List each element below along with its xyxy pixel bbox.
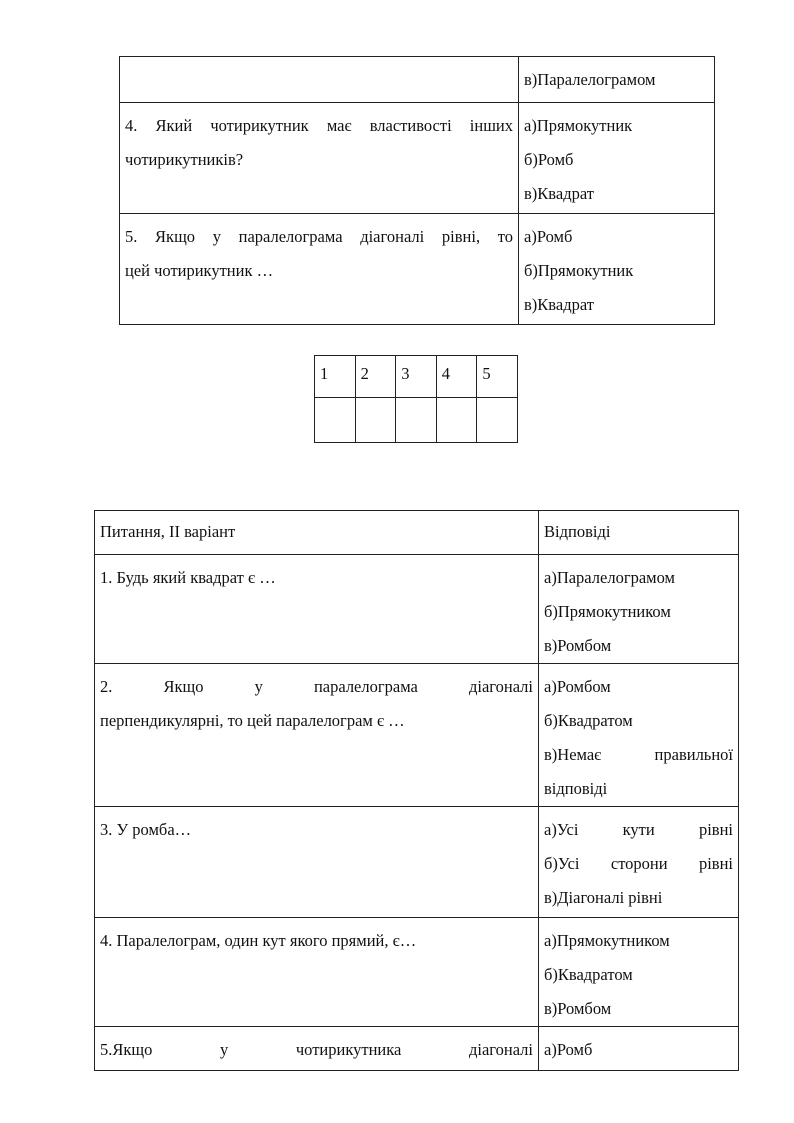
answers-cell	[539, 664, 739, 807]
answer-option: б)Усі сторони рівні	[544, 854, 733, 873]
table-row	[95, 807, 739, 918]
answer-option: відповіді	[544, 779, 608, 798]
answer-grid-blank-row	[315, 398, 518, 443]
table-row	[120, 103, 715, 214]
answers-cell	[519, 214, 715, 325]
question-cell	[95, 807, 539, 918]
answer-option: а)Усі кути рівні	[544, 820, 733, 839]
answer-grid-blank-cell[interactable]	[315, 398, 356, 443]
answers-cell	[539, 918, 739, 1027]
table-row	[120, 57, 715, 103]
question-text-line: 4. Який чотирикутник має властивості інших	[125, 116, 513, 135]
variant-2-table	[94, 510, 739, 1071]
answer-option: в)Паралелограмом	[524, 70, 656, 89]
answer-option: а)Ромбом	[544, 677, 611, 696]
answers-cell	[519, 103, 715, 214]
answer-grid-header: 4	[436, 356, 477, 398]
answer-option: а)Прямокутником	[544, 931, 670, 950]
answer-option: в)Ромбом	[544, 999, 612, 1018]
answer-grid	[314, 355, 518, 443]
variant-1-table	[119, 56, 715, 325]
answer-option: в)Квадрат	[524, 184, 594, 203]
question-text-line: 3. У ромба…	[100, 820, 192, 839]
answer-option: в)Немає правильної	[544, 745, 733, 764]
question-cell	[95, 555, 539, 664]
question-text-line: 1. Будь який квадрат є …	[100, 568, 276, 587]
answers-cell	[519, 57, 715, 103]
answer-grid-header: 3	[396, 356, 437, 398]
answer-grid-header: 2	[355, 356, 396, 398]
answer-grid-header: 5	[477, 356, 518, 398]
question-cell	[120, 57, 519, 103]
answer-option: б)Квадратом	[544, 711, 633, 730]
answer-option: а)Прямокутник	[524, 116, 633, 135]
question-text-line: 5. Якщо у паралелограма діагоналі рівні, то	[125, 227, 513, 246]
question-text-line: чотирикутників?	[125, 150, 244, 169]
question-cell	[95, 1027, 539, 1071]
question-text-line: 2. Якщо у паралелограма діагоналі	[100, 677, 533, 696]
answer-option: в)Діагоналі рівні	[544, 888, 663, 907]
question-text-line: перпендикулярні, то цей паралелограм є …	[100, 711, 405, 730]
answers-cell	[539, 555, 739, 664]
answer-option: б)Прямокутником	[544, 602, 671, 621]
table-row	[95, 918, 739, 1027]
column-header-question: Питання, II варіант	[95, 511, 539, 555]
question-text-line: цей чотирикутник …	[125, 261, 274, 280]
answer-grid-header-row	[315, 356, 518, 398]
question-cell	[95, 664, 539, 807]
question-cell	[95, 918, 539, 1027]
answers-cell	[539, 1027, 739, 1071]
answer-grid-blank-cell[interactable]	[396, 398, 437, 443]
answer-option: а)Ромб	[544, 1040, 593, 1059]
table-row	[95, 555, 739, 664]
question-text-line: 4. Паралелограм, один кут якого прямий, є…	[100, 931, 417, 950]
answer-option: а)Паралелограмом	[544, 568, 675, 587]
answer-option: в)Ромбом	[544, 636, 612, 655]
answer-grid-blank-cell[interactable]	[436, 398, 477, 443]
answer-grid-blank-cell[interactable]	[477, 398, 518, 443]
table-row	[95, 1027, 739, 1071]
answer-option: б)Ромб	[524, 150, 574, 169]
table-row	[95, 664, 739, 807]
question-cell	[120, 214, 519, 325]
question-text-line: 5.Якщо у чотирикутника діагоналі	[100, 1040, 533, 1059]
answer-option: в)Квадрат	[524, 295, 594, 314]
answer-grid-blank-cell[interactable]	[355, 398, 396, 443]
table-row	[120, 214, 715, 325]
table-header-row	[95, 511, 739, 555]
answers-cell	[539, 807, 739, 918]
column-header-answers: Відповіді	[539, 511, 739, 555]
answer-option: б)Квадратом	[544, 965, 633, 984]
answer-option: б)Прямокутник	[524, 261, 634, 280]
answer-grid-header: 1	[315, 356, 356, 398]
answer-option: а)Ромб	[524, 227, 573, 246]
question-cell	[120, 103, 519, 214]
